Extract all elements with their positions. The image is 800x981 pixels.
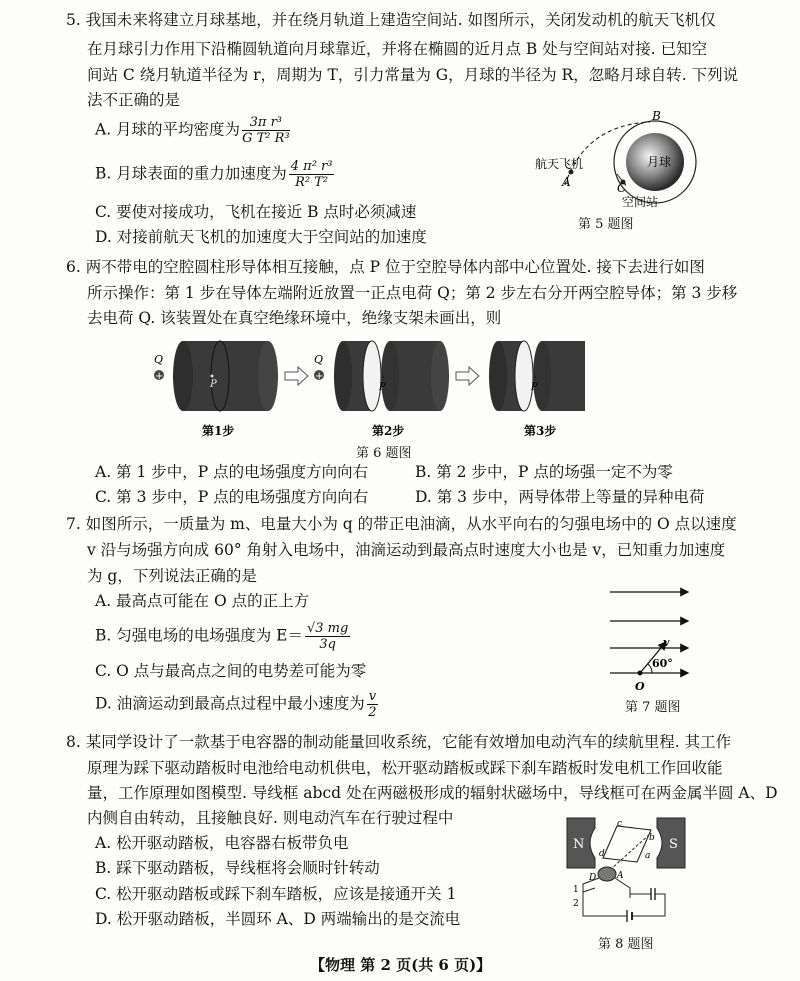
q6-figure-caption: 第 6 题图 (356, 446, 412, 461)
label-ring-d: D (589, 873, 597, 883)
q8-option-d: D. 松开驱动踏板，半圆环 A、D 两端输出的是交流电 (95, 910, 461, 928)
plus-icon: + (155, 371, 164, 382)
cylinder-right-face (258, 341, 278, 411)
q7-option-c: C. O 点与最高点之间的电势差可能为零 (95, 662, 367, 680)
q5-option-c: C. 要使对接成功，飞机在接近 B 点时必须减速 (95, 203, 417, 221)
point-p (211, 375, 214, 378)
fraction-numerator: 3π r³ (242, 116, 290, 131)
q7-option-d-text: D. 油滴运动到最高点过程中最小速度为 (95, 694, 365, 713)
cylinder-left-face (173, 341, 193, 411)
q8-line-1: 8. 某同学设计了一款基于电容器的制动能量回收系统，它能有效增加电动汽车的续航里程. 其工作 (66, 733, 732, 751)
fraction-denominator: R² T² (295, 175, 329, 190)
q6-option-b: B. 第 2 步中，P 点的场强一定不为零 (415, 463, 673, 481)
fraction-numerator: v (368, 689, 377, 704)
q7-figure-caption: 第 7 题图 (625, 700, 681, 715)
label-shuttle: 航天飞机 (535, 157, 584, 171)
left-conductor-face (334, 341, 352, 411)
q8-figure (555, 808, 695, 933)
q7-option-a: A. 最高点可能在 O 点的正上方 (95, 592, 310, 610)
q5-line-3: 间站 C 绕月轨道半径为 r，周期为 T，引力常量为 G，月球的半径为 R，忽略月球自转. 下列说 (87, 66, 739, 84)
q6-line-3: 去电荷 Q. 该装置处在真空绝缘环境中，绝缘支架未画出，则 (87, 309, 502, 327)
q8-option-c: C. 松开驱动踏板或踩下刹车踏板，应该是接通开关 1 (95, 885, 457, 903)
point-p-label: P (379, 382, 386, 393)
q6-figure (150, 335, 590, 440)
step2-group (314, 341, 449, 438)
arrow-right-icon (456, 367, 479, 385)
fraction-denominator: G T² R³ (242, 131, 290, 146)
point-o-label: O (635, 680, 645, 693)
q5-line-1: 5. 我国未来将建立月球基地，并在绕月轨道上建造空间站. 如图所示，关闭发动机的航天飞机仅 (66, 11, 716, 29)
step1-group (154, 341, 278, 438)
circuit-bottom-wire (632, 894, 665, 916)
switch-label-2: 2 (573, 899, 579, 909)
fraction-numerator: 4 π² r³ (290, 159, 333, 174)
q5-figure-caption: 第 5 题图 (578, 217, 634, 232)
switch-lever (583, 888, 595, 892)
q6-option-c: C. 第 3 步中，P 点的电场强度方向向右 (95, 488, 369, 506)
switch-label-1: 1 (573, 885, 579, 895)
step1-label: 第1步 (202, 424, 235, 438)
q7-line-2: v 沿与场强方向成 60° 角射入电场中，油滴运动到最高点时速度大小也是 v，已知重力加速度 (87, 541, 726, 559)
step3-label: 第3步 (524, 424, 557, 438)
point-p-label: P (210, 379, 217, 390)
q6-line-1: 6. 两不带电的空腔圆柱形导体相互接触，点 P 位于空腔导体内部中心位置处. 接下去进行如图 (66, 258, 705, 276)
fraction-denominator: 3q (319, 637, 336, 652)
q5-option-b (95, 160, 336, 189)
wire-frame-abcd (603, 826, 651, 862)
q8-line-3: 量，工作原理如图模型. 导线框 abcd 处在两磁极形成的辐射状磁场中，导线框可在两金属半圆 A、D (87, 784, 778, 802)
q5-line-2: 在月球引力作用下沿椭圆轨道向月球靠近，并将在椭圆的近月点 B 处与空间站对接. 已知空 (87, 40, 708, 58)
q8-line-2: 原理为踩下驱动踏板时电池给电动机供电，松开驱动踏板或踩下刹车踏板时发电机工作回收能 (87, 759, 723, 777)
arrow-right-icon (285, 367, 308, 385)
q5-option-a-fraction (242, 116, 290, 145)
step2-label: 第2步 (372, 424, 405, 438)
right-conductor-end (431, 341, 449, 411)
commutator-rings (598, 867, 616, 881)
point-p (382, 376, 385, 379)
q8-figure-caption: 第 8 题图 (598, 937, 654, 952)
pole-n-label: N (573, 837, 585, 852)
left-conductor-opening (363, 341, 381, 411)
q7-figure (608, 584, 693, 694)
velocity-label: v (663, 636, 670, 649)
step3-group (489, 341, 585, 438)
q7-option-d (95, 690, 380, 719)
q7-option-d-fraction (367, 690, 378, 719)
q7-option-b (95, 622, 352, 651)
pole-s-label: S (669, 837, 678, 852)
q8-option-b: B. 踩下驱动踏板，导线框将会顺时针转动 (95, 859, 380, 877)
q5-option-a (95, 116, 292, 145)
q7-line-1: 7. 如图所示，一质量为 m、电量大小为 q 的带正电油滴，从水平向右的匀强电场中的 O 点以速度 (66, 515, 737, 533)
label-b: b (649, 833, 655, 843)
q6-option-d: D. 第 3 步中，两导体带上等量的异种电荷 (415, 488, 705, 506)
point-p-label: P (531, 382, 538, 393)
label-d: d (599, 849, 605, 859)
point-p (534, 376, 537, 379)
fraction-denominator: 2 (368, 705, 377, 720)
label-ring-a: A (617, 871, 624, 881)
circuit-left-wire (583, 878, 627, 916)
label-b: B (652, 110, 661, 123)
q5-option-a-text: A. 月球的平均密度为 (95, 120, 241, 139)
q6-option-a: A. 第 1 步中，P 点的电场强度方向向右 (95, 463, 369, 481)
label-c: C (617, 181, 627, 195)
q8-option-a: A. 松开驱动踏板，电容器右板带负电 (95, 834, 349, 852)
label-a: A (562, 175, 571, 189)
label-a: a (645, 851, 651, 861)
page-footer: 【物理 第 2 页(共 6 页)】 (310, 956, 492, 974)
q5-line-4: 法不正确的是 (87, 91, 181, 109)
label-moon: 月球 (647, 155, 672, 169)
circuit-right-wire (615, 878, 630, 898)
label-c: c (617, 819, 623, 829)
angle-label: 60° (652, 657, 673, 670)
label-station: 空间站 (622, 195, 659, 209)
q5-option-b-text: B. 月球表面的重力加速度为 (95, 164, 287, 183)
left-conductor-face (489, 341, 507, 411)
q6-line-2: 所示操作：第 1 步在导体左端附近放置一正点电荷 Q；第 2 步左右分开两空腔导体；第 3 步移 (87, 284, 738, 302)
q7-line-3: 为 g，下列说法正确的是 (87, 567, 257, 585)
q7-option-b-text: B. 匀强电场的电场强度为 E＝ (95, 626, 303, 645)
q5-option-b-fraction (289, 160, 335, 189)
charge-q-label: Q (314, 353, 324, 366)
left-conductor-opening (515, 341, 533, 411)
fraction-numerator: √3 mg (307, 621, 349, 636)
q7-option-b-fraction (305, 622, 350, 651)
q5-option-d: D. 对接前航天飞机的加速度大于空间站的加速度 (95, 228, 427, 246)
q8-line-4: 内侧自由转动，且接触良好. 则电动汽车在行驶过程中 (87, 809, 454, 827)
plus-icon: + (315, 371, 324, 382)
charge-q-label: Q (154, 353, 164, 366)
